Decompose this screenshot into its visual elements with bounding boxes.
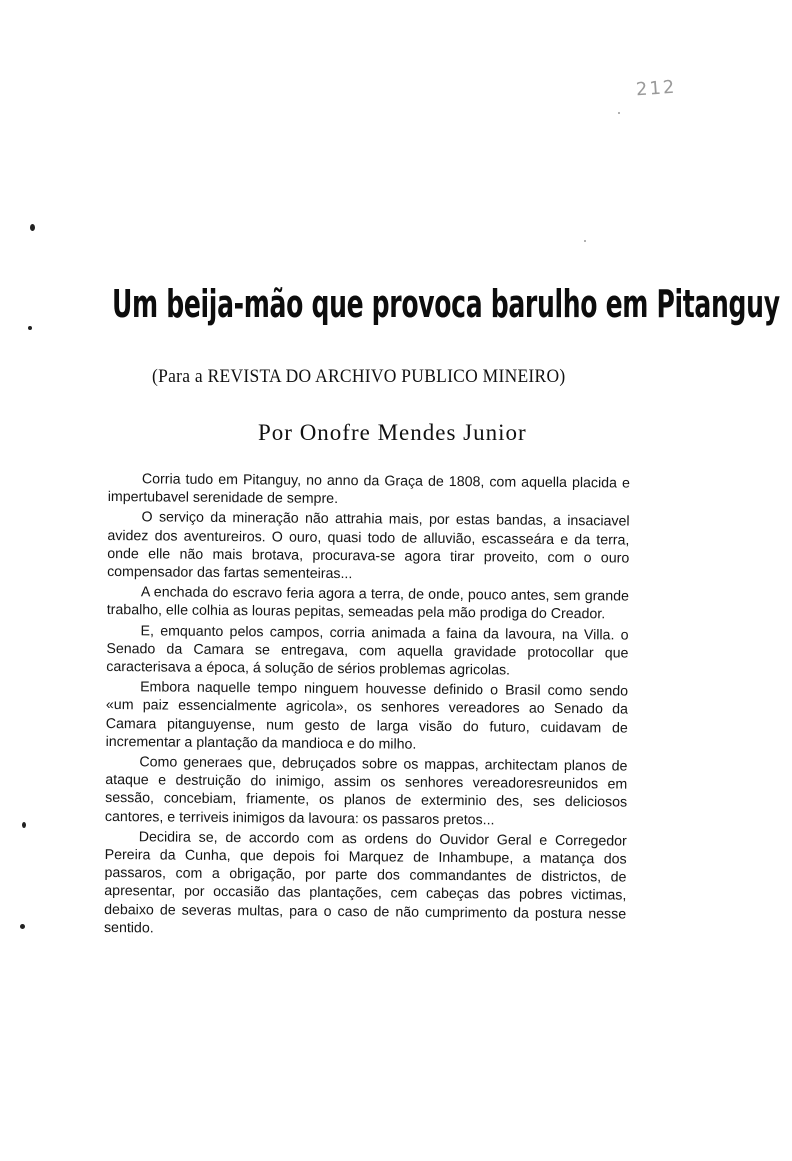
paragraph: E, emquanto pelos campos, corria animada a faina da lavoura, na Villa. o Senado da Camara se entregava, com aquella gravidade protocollar que caracterisava a época, á solução de sérios problemas agricolas. <box>106 622 629 679</box>
paragraph: Decidira se, de accordo com as ordens do Ouvidor Geral e Corregedor Pereira da Cunha, que depois foi Marquez de Inhambupe, a matança dos passaros, com a obrigação, por parte dos commandantes de districtos, de apresentar, por occasião das plantações, cem cabeças das pobres victimas, debaixo de severas multas, para o caso de não cumprimento da postura nesse sentido. <box>103 829 627 937</box>
paragraph: Embora naquelle tempo ninguem houvesse definido o Brasil como sendo «um paiz essencialmente agricola», os senhores vereadores ao Senado da Camara pitanguyense, num gesto de larga visão do futuro, cuidavam de incrementar a plantação da mandioca e do milho. <box>105 679 629 753</box>
article-body <box>104 470 630 944</box>
scan-speck <box>28 326 32 330</box>
scan-speck <box>618 112 620 114</box>
scan-speck <box>20 924 25 929</box>
article-author: Por Onofre Mendes Junior <box>258 420 527 445</box>
paragraph: A enchada do escravo feria agora a terra, de onde, pouco antes, sem grande trabalho, elle colhia as louras pepitas, semeadas pela mão prodiga do Creador. <box>106 584 629 623</box>
paragraph: Corria tudo em Pitanguy, no anno da Graça de 1808, com aquella placida e impertubavel serenidade de sempre. <box>107 471 630 508</box>
paragraph: O serviço da mineração não attrahia mais, por estas bandas, a insaciavel avidez dos aventureiros. O ouro, quasi todo de alluvião, escasseára e da terra, onde elle não mais brotava, procurava-se agora tirar proveito, com o ouro compensador das fartas sementeiras... <box>107 509 630 583</box>
article-title: Um beija-mão que provoca barulho em Pitanguy <box>112 282 780 326</box>
scan-speck <box>30 224 35 231</box>
page-number: 212 <box>635 76 678 101</box>
paragraph: Como generaes que, debruçados sobre os mappas, architectam planos de ataque e destruição do inimigo, assim os senhores vereadoresreunidos em sessão, concebiam, friamente, os planos de exterminio des, ses deliciosos cantores, e terriveis inimigos da lavoura: os passaros pretos... <box>104 754 628 829</box>
article-subtitle: (Para a REVISTA DO ARCHIVO PUBLICO MINEIRO) <box>152 366 566 387</box>
scan-speck <box>584 240 586 242</box>
scan-speck <box>22 822 26 828</box>
